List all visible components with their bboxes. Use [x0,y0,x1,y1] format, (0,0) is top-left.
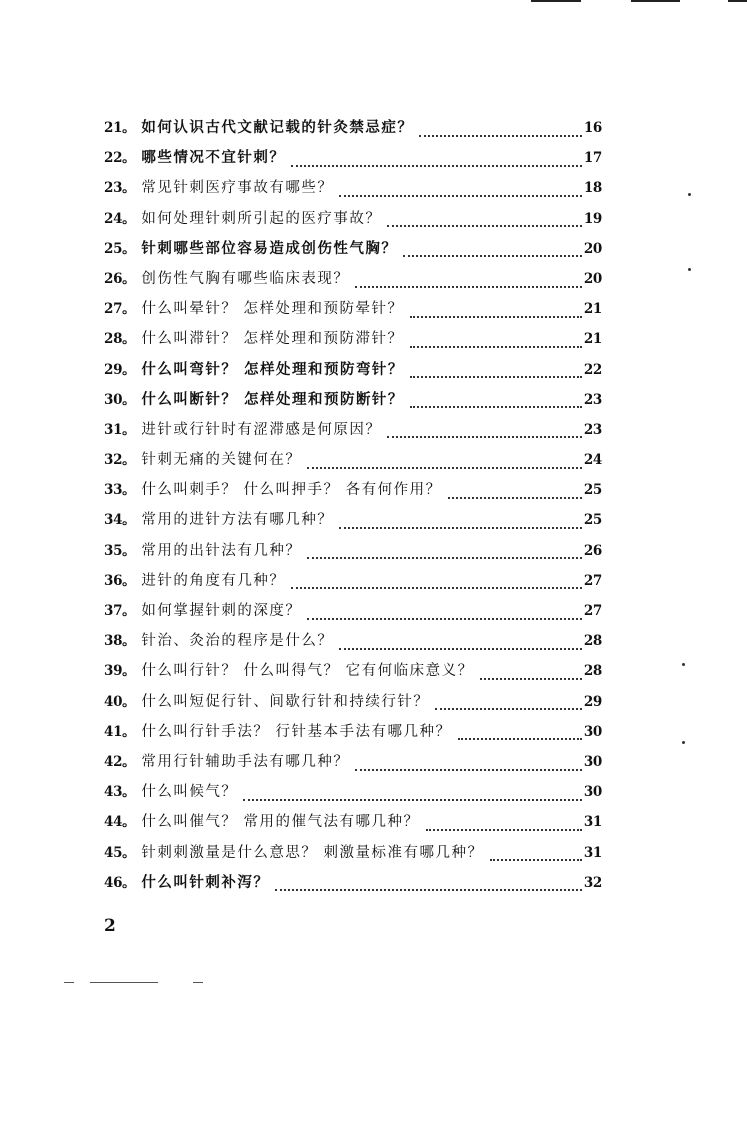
entry-page: 18 [583,180,602,197]
entry-title: 进针的角度有几种？ [141,572,286,589]
entry-title: 常用行针辅助手法有哪几种？ [141,753,350,770]
toc-entry [104,720,602,750]
entry-title: 什么叫候气？ [141,784,238,801]
entry-page: 27 [583,572,602,589]
toc-entry [104,237,602,267]
entry-page: 20 [583,240,602,257]
entry-title: 如何掌握针刺的深度？ [141,603,302,619]
toc-entry [104,810,602,840]
entry-title: 什么叫短促行针、间歇行针和持续行针？ [141,693,430,710]
toc-entry [104,690,602,720]
entry-page: 22 [583,361,602,378]
dot-leader [403,254,581,257]
scan-speck [682,663,685,666]
dot-leader [307,556,581,559]
scan-speck [688,268,691,271]
entry-number: 32。 [104,452,136,469]
scan-edge-mark [531,0,581,2]
scan-speck [682,741,685,744]
dot-leader [291,586,581,589]
toc-entry [104,388,602,418]
dot-leader [419,134,581,137]
entry-number: 39。 [104,663,136,680]
scan-noise [193,982,203,983]
entry-page: 21 [583,301,602,318]
toc-entry [104,358,602,388]
toc-entry [104,750,602,780]
dot-leader [410,345,582,348]
entry-title: 常用的进针方法有哪几种？ [141,512,334,529]
entry-number: 46。 [104,874,136,891]
entry-title: 什么叫行针？ 什么叫得气？ 它有何临床意义？ [141,663,474,680]
dot-leader [387,224,581,227]
entry-number: 26。 [104,270,136,287]
entry-title: 什么叫刺手？ 什么叫押手？ 各有何作用？ [141,482,442,499]
toc-entry [104,327,602,357]
entry-title: 什么叫行针手法？ 行针基本手法有哪几种？ [141,723,452,740]
dot-leader [480,677,582,680]
dot-leader [355,285,581,288]
entry-page: 29 [583,693,602,710]
table-of-contents [104,116,602,901]
toc-entry [104,508,602,538]
dot-leader [410,315,582,318]
toc-entry [104,569,602,599]
dot-leader [275,888,581,891]
entry-page: 25 [583,512,602,529]
page-number: 2 [104,916,116,936]
entry-title: 什么叫催气？ 常用的催气法有哪几种？ [141,814,420,831]
entry-number: 38。 [104,633,136,650]
scan-noise [64,982,74,983]
entry-title: 什么叫针刺补泻？ [141,873,270,891]
entry-number: 25。 [104,240,136,257]
entry-number: 33。 [104,482,136,499]
toc-entry [104,116,602,146]
dot-leader [339,647,581,650]
toc-entry [104,599,602,629]
entry-number: 44。 [104,814,136,831]
entry-title: 创伤性气胸有哪些临床表现？ [141,270,350,287]
entry-number: 43。 [104,784,136,801]
dot-leader [426,828,582,831]
entry-number: 27。 [104,301,136,318]
toc-entry [104,539,602,569]
scan-noise [90,982,158,983]
entry-page: 30 [583,753,602,770]
entry-number: 31。 [104,421,136,438]
entry-page: 19 [583,210,602,227]
dot-leader [410,375,582,378]
entry-number: 42。 [104,753,136,770]
toc-entry [104,780,602,810]
toc-entry [104,478,602,508]
dot-leader [291,164,581,167]
dot-leader [490,858,582,861]
entry-title: 常见针刺医疗事故有哪些？ [141,180,334,197]
entry-page: 26 [583,542,602,559]
entry-number: 40。 [104,693,136,710]
entry-title: 如何处理针刺所引起的医疗事故？ [141,210,382,227]
entry-number: 34。 [104,512,136,529]
entry-page: 21 [583,331,602,348]
toc-entry [104,841,602,871]
entry-page: 31 [583,814,602,831]
entry-page: 27 [583,603,602,619]
entry-number: 37。 [104,603,136,619]
entry-title: 什么叫晕针？ 怎样处理和预防晕针？ [141,301,404,318]
scan-edge-mark [728,0,747,2]
entry-page: 20 [583,270,602,287]
entry-title: 什么叫断针？ 怎样处理和预防断针？ [141,390,404,408]
scan-edge-mark [631,0,680,2]
dot-leader [355,768,581,771]
entry-page: 17 [583,150,602,167]
dot-leader [307,466,581,469]
entry-number: 22。 [104,150,136,167]
toc-entry [104,297,602,327]
dot-leader [307,617,581,620]
entry-number: 41。 [104,723,136,740]
entry-title: 针刺哪些部位容易造成创伤性气胸？ [141,239,398,257]
toc-entry [104,659,602,689]
entry-number: 28。 [104,331,136,348]
toc-entry [104,871,602,901]
entry-number: 45。 [104,844,136,861]
toc-entry [104,146,602,176]
toc-entry [104,207,602,237]
dot-leader [387,435,581,438]
dot-leader [339,526,581,529]
entry-page: 31 [583,844,602,861]
entry-page: 32 [583,874,602,891]
entry-number: 30。 [104,391,136,408]
entry-page: 28 [583,663,602,680]
entry-page: 30 [583,784,602,801]
entry-title: 针刺无痛的关键何在？ [141,452,302,469]
dot-leader [410,405,582,408]
entry-number: 36。 [104,572,136,589]
entry-title: 常用的出针法有几种？ [141,542,302,559]
entry-title: 如何认识古代文献记载的针灸禁忌症？ [141,119,414,136]
entry-page: 23 [583,421,602,438]
entry-number: 23。 [104,180,136,197]
entry-number: 29。 [104,361,136,378]
toc-entry [104,267,602,297]
entry-title: 进针或行针时有涩滞感是何原因？ [141,421,382,438]
toc-entry [104,176,602,206]
entry-number: 35。 [104,542,136,559]
entry-title: 什么叫弯针？ 怎样处理和预防弯针？ [141,360,404,378]
entry-page: 30 [583,723,602,740]
entry-title: 针治、灸治的程序是什么？ [141,633,334,650]
entry-number: 24。 [104,210,136,227]
toc-entry [104,448,602,478]
entry-title: 针刺刺激量是什么意思？ 刺激量标准有哪几种？ [141,844,484,861]
scan-speck [688,193,691,196]
entry-page: 25 [583,482,602,499]
dot-leader [448,496,582,499]
toc-entry [104,418,602,448]
entry-title: 什么叫滞针？ 怎样处理和预防滞针？ [141,331,404,348]
entry-page: 28 [583,633,602,650]
entry-page: 23 [583,391,602,408]
entry-page: 24 [583,452,602,469]
dot-leader [458,737,582,740]
toc-entry [104,629,602,659]
entry-title: 哪些情况不宜针刺？ [141,149,286,167]
dot-leader [435,707,581,710]
entry-number: 21。 [104,120,136,136]
entry-page: 16 [583,120,602,136]
dot-leader [243,798,581,801]
dot-leader [339,194,581,197]
